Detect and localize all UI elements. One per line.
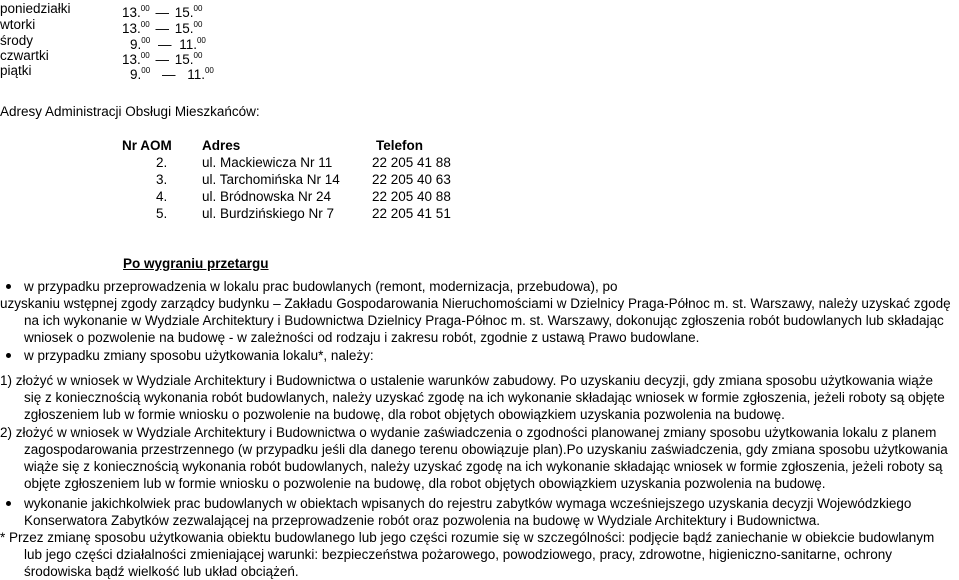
hours-range-mon: 13.00 — 15.00 [122, 4, 203, 20]
table-row [122, 171, 451, 188]
footnote-line-3: środowiska bądź wielkość lub układ obciążeń. [24, 564, 299, 579]
p4-line-4: objęte zgłoszeniem lub w formie wniosku o pozwolenie na budowę, dla robot objętych obowiązkiem uzyskania pozwolenia na budowę. [24, 476, 826, 491]
hours-day-fri: piątki [0, 63, 32, 78]
table-row [122, 154, 451, 171]
hours-day-wed: środy [0, 33, 34, 48]
aom-table [122, 137, 451, 222]
table-header-row [122, 137, 451, 154]
footnote-line-2: lub jego części działalności zmieniającej warunki: bezpieczeństwa pożarowego, powodziowego, pracy, zdrowotne, higieniczno-sanitarne, ochrony [24, 547, 892, 562]
p1-line-3: na ich wykonanie w Wydziale Architektury i Budownictwa Dzielnicy Praga-Północ m. st. Warszawy, dokonując zgłoszenia robót budowlanych lub składając [24, 313, 944, 328]
footnote-line-1: * Przez zmianę sposobu użytkowania obiektu budowlanego lub jego części rozumie się w szczególności: podjęcie bądź zaniechanie w obiekcie budowlanym [0, 530, 935, 545]
table-cell-address: ul. Bródnowska Nr 24 [202, 189, 332, 204]
p1-line-2: uzyskaniu wstępnej zgody zarządcy budynku – Zakładu Gospodarowania Nieruchomościami w Dzielnicy Praga-Północ m. st. Warszawy, należy uzyskać zgodę [0, 296, 951, 311]
addresses-heading: Adresy Administracji Obsługi Mieszkańców: [0, 104, 260, 119]
section-title: Po wygraniu przetargu [123, 256, 269, 271]
p4-line-1: 2) złożyć w wniosek w Wydziale Architektury i Budownictwa o wydanie zaświadczenia o zgodności planowanej zmiany sposobu użytkowania lokalu z planem [0, 425, 937, 440]
p1-line-4: wniosek o pozwolenie na budowę - w zależności od rodzaju i zakresu robót, zgodnie z ustawą Prawo budowlane. [24, 330, 700, 345]
table-cell-nr: 5. [156, 206, 168, 221]
p1-line-1: w przypadku przeprowadzenia w lokalu prac budowlanych (remont, modernizacja, przebudowa), po [24, 279, 618, 294]
table-cell-nr: 4. [156, 189, 168, 204]
p4-line-3: wiąże się z koniecznością wykonania robót budowlanych, należy uzyskać zgodę na ich wykonanie składając wniosek w formie zgłoszenia, jeżeli roboty są [24, 459, 943, 474]
p5-line-1: wykonanie jakichkolwiek prac budowlanych w obiektach wpisanych do rejestru zabytków wymaga wcześniejszego uzyskania decyzji Wojewódzkiego [24, 496, 912, 511]
p5-line-2: Konserwatora Zabytków zezwalającej na przeprowadzenie robót oraz pozwolenia na budowę w Wydziale Architektury i Budownictwa. [24, 513, 821, 528]
bullet-icon [6, 353, 11, 358]
p4-line-2: zagospodarowania przestrzennego (w przypadku jeśli dla danego terenu obowiązuje plan).Po uzyskaniu zaświadczenia, gdy zmiana sposobu użytkowania [24, 442, 948, 457]
hours-day-tue: wtorki [0, 17, 36, 32]
bullet-icon [6, 284, 11, 289]
hours-range-wed: 9.00 — 11.00 [130, 36, 206, 52]
hours-range-fri: 9.00 — 11.00 [130, 66, 214, 82]
hours-range-tue: 13.00 — 15.00 [122, 20, 203, 36]
p3-line-2: się z koniecznością wykonania robót budowlanych, należy uzyskać zgodę na ich wykonanie składając wniosek w formie zgłoszenia, jeżeli roboty są objęte [24, 390, 945, 405]
table-cell-nr: 2. [156, 155, 168, 170]
table-cell-address: ul. Tarchomińska Nr 14 [202, 172, 340, 187]
hours-day-thu: czwartki [0, 48, 49, 63]
table-cell-phone: 22 205 40 88 [372, 189, 451, 204]
p3-line-3: zgłoszeniem lub w formie wniosku o pozwolenie na budowę, dla robot objętych obowiązkiem uzyskania pozwolenia na budowę. [24, 407, 785, 422]
table-header-nr: Nr AOM [122, 138, 172, 153]
table-header-phone: Telefon [376, 138, 423, 153]
table-cell-phone: 22 205 40 63 [372, 172, 451, 187]
table-cell-address: ul. Burdzińskiego Nr 7 [202, 206, 335, 221]
table-row [122, 188, 451, 205]
p3-line-1: 1) złożyć w wniosek w Wydziale Architektury i Budownictwa o ustalenie warunków zabudowy. Po uzyskaniu decyzji, gdy zmiana sposobu użytkowania wiąże [0, 373, 934, 388]
hours-day-mon: poniedziałki [0, 1, 71, 16]
hours-range-thu: 13.00 — 15.00 [122, 51, 203, 67]
table-row [122, 205, 451, 222]
bullet-icon [6, 501, 11, 506]
table-cell-address: ul. Mackiewicza Nr 11 [202, 155, 333, 170]
table-cell-phone: 22 205 41 51 [372, 206, 451, 221]
table-cell-nr: 3. [156, 172, 168, 187]
table-cell-phone: 22 205 41 88 [372, 155, 451, 170]
p2-line: w przypadku zmiany sposobu użytkowania lokalu*, należy: [24, 348, 374, 363]
table-header-address: Adres [202, 138, 241, 153]
